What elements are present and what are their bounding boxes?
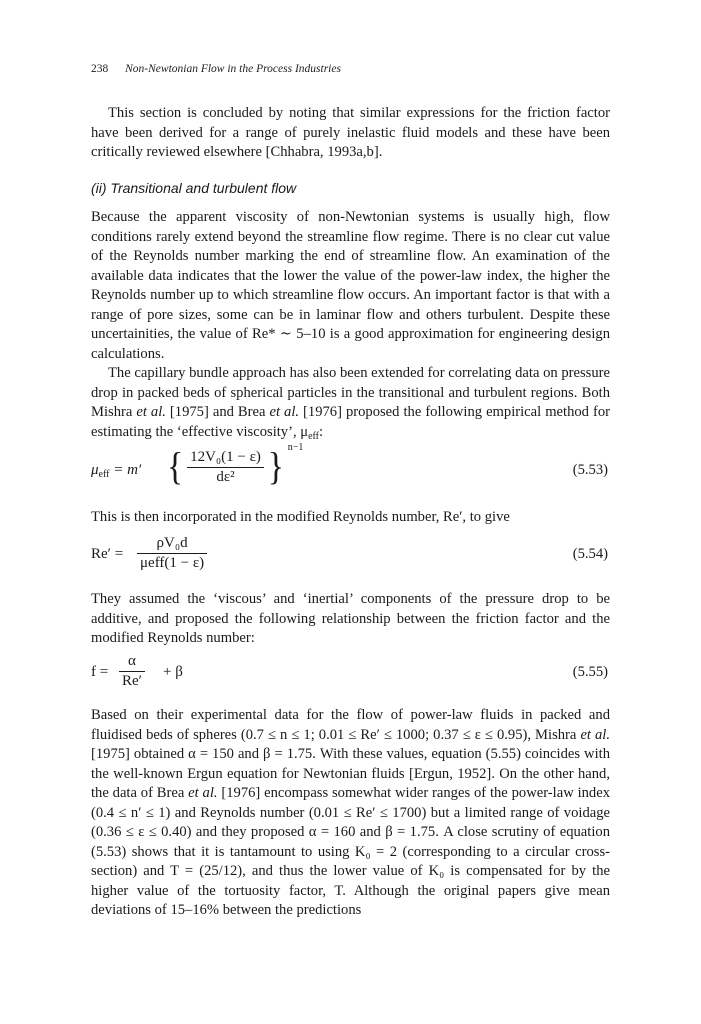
paragraph-transitional: Because the apparent viscosity of non-Newtonian systems is usually high, flow conditions rarely extend beyond the streamline flow regime. There is no clear cut value of the Reynolds number marking the end of streamline flow. An examination of the available data indicates that the lower the value of the power-law index, the higher the Reynolds number up to which streamline flow occurs. An important factor is that with a range of pore sizes, some can be in laminar flow and others turbulent. Despite these uncertainities, the value of Re* ∼ 5–10 is a good approximation for engineering design calculations. <box>91 209 610 362</box>
paragraph-intro: This section is concluded by noting that similar expressions for the friction factor have been derived for a range of purely inelastic fluid models and these have been critically reviewed elsewhere [Chhabra, 1993a,b]. <box>91 105 610 160</box>
paragraph-experimental-data: Based on their experimental data for the flow of power-law fluids in packed and fluidised beds of spheres (0.7 ≤ n ≤ 1; 0.01 ≤ Re′ ≤ 1000; 0.37 ≤ ε ≤ 0.95), Mishra et al. [1975] obtained α = 150 and β = 1.75. With these values, equation (5.55) coincides with the well-known Ergun equation for Newtonian fluids [Ergun, 1952]. On the other hand, the data of Brea et al. [1976] encompass somewhat wider ranges of the power-law index (0.4 ≤ n′ ≤ 1) and Reynolds number (0.01 ≤ Re′ ≤ 1700) but a limited range of voidage (0.36 ≤ ε ≤ 0.40) and they proposed α = 160 and β = 1.75. A close scrutiny of equation (5.53) shows that it is tantamount to using K₀ = 2 (corresponding to a circular cross-section) and T = (25/12), and thus the lower value of K₀ is compensated for by the higher value of the tortuosity factor, T. Although the original papers give mean deviations of 15–16% between the predictions <box>91 707 611 918</box>
running-title: Non-Newtonian Flow in the Process Industries <box>125 63 341 75</box>
page-number: 238 <box>91 63 109 75</box>
equation-label: (5.55) <box>572 664 608 680</box>
paragraph-modified-reynolds: This is then incorporated in the modified Reynolds number, Re′, to give <box>91 509 510 525</box>
paragraph-capillary-bundle: The capillary bundle approach has also been extended for correlating data on pressure drop in packed beds of spherical particles in the transitional and turbulent regions. Both Mishra et al. [1975] and Brea et al. [1976] proposed the following empirical method for estimating the ‘effective viscosity’, $\mu_{eff}$: <box>91 365 610 442</box>
equation-label: (5.54) <box>572 546 608 562</box>
equation-5-54: Re′ = ρV₀d μeff(1 − ε) (5.54) <box>91 535 608 571</box>
equation-label: (5.53) <box>572 462 608 478</box>
running-header <box>91 63 341 75</box>
equation-5-55: f = $\frac{\alpha}{Re'}$ + β (5.55) <box>91 653 608 689</box>
section-heading: (ii) Transitional and turbulent flow <box>91 180 297 196</box>
paragraph-additive-components: They assumed the ‘viscous’ and ‘inertial’ components of the pressure drop to be additive, and proposed the following relationship between the friction factor and the modified Reynolds number: <box>91 591 610 646</box>
equation-5-53: $\mu_{eff} = m'$ { $\frac{\text{12V₀(1 − ε)}}{\text{dε²}}$ } $^{n-1}$ (5.53) <box>91 441 608 489</box>
